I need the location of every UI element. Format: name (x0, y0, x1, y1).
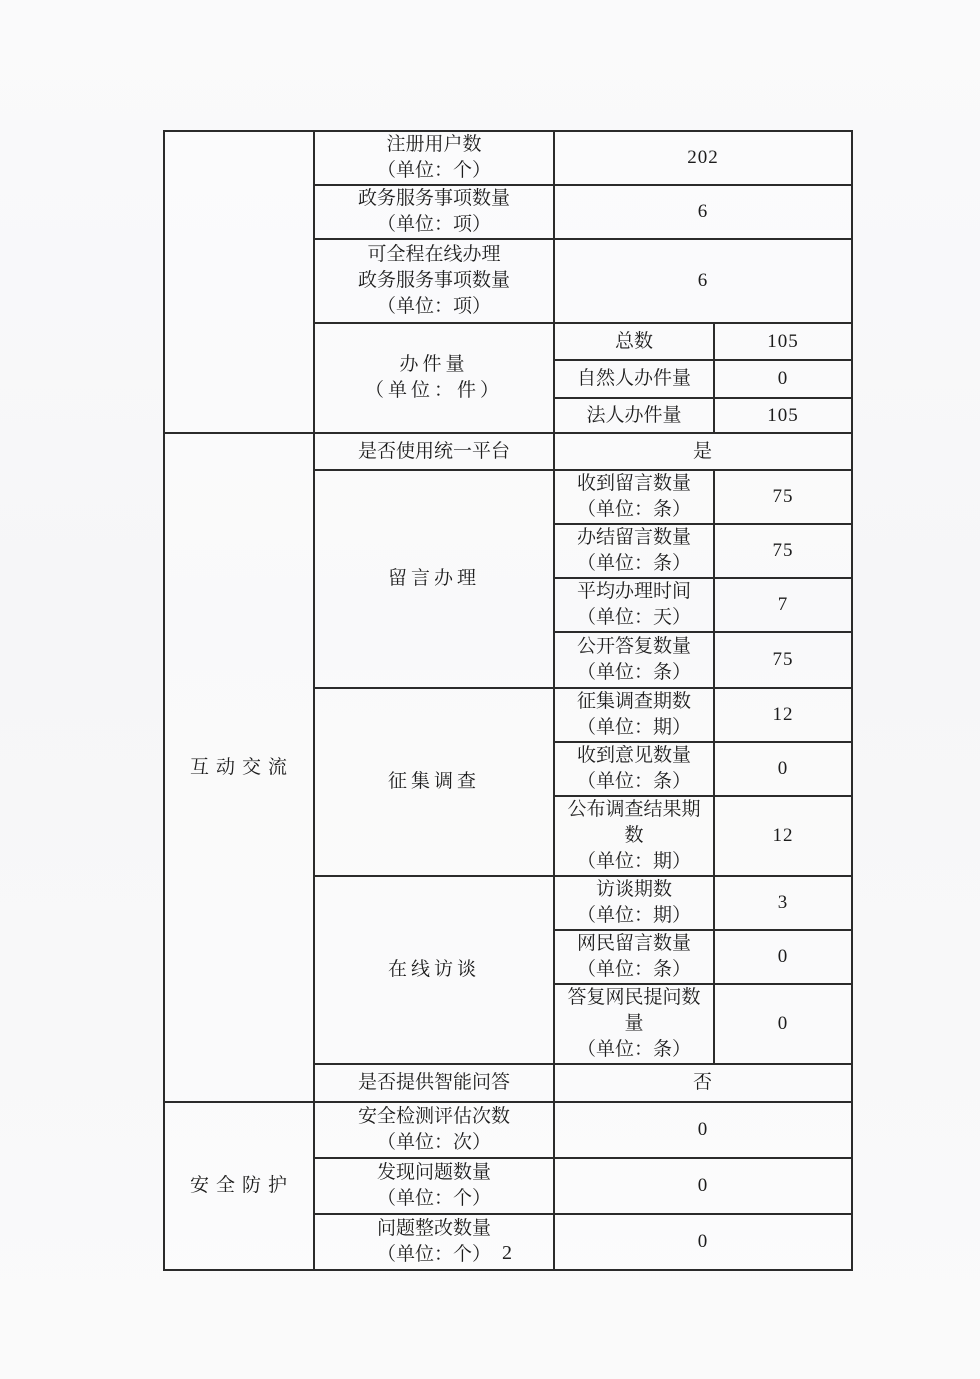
submetric-value-public-replies: 75 (714, 632, 852, 688)
submetric-value-messages-received: 75 (714, 470, 852, 524)
submetric-label-messages-completed (554, 524, 714, 578)
metric-label-line: 政务服务事项数量 (357, 188, 510, 209)
metric-label-unified-platform: 是否使用统一平台 (314, 433, 554, 470)
metric-label-smart-qa: 是否提供智能问答 (314, 1064, 554, 1102)
metric-unit-line: （单位：个） (376, 1244, 491, 1265)
metric-value-smart-qa: 否 (554, 1064, 852, 1102)
metric-label-line: 收到意见数量 (576, 745, 691, 766)
submetric-label-natural-person: 自然人办件量 (554, 360, 714, 398)
submetric-value-total: 105 (714, 323, 852, 360)
group-label-line: 办件量 (399, 354, 469, 375)
metric-value-problems-found: 0 (554, 1158, 852, 1214)
metric-unit-line: （单位：个） (376, 160, 491, 181)
submetric-label-messages-received (554, 470, 714, 524)
submetric-value-results-published: 12 (714, 796, 852, 876)
metric-unit-line: （单位：条） (576, 662, 691, 683)
submetric-value-netizen-messages: 0 (714, 930, 852, 984)
metric-label-line: 问题整改数量 (376, 1218, 491, 1239)
table-row (164, 433, 852, 470)
metric-value-security-assessments: 0 (554, 1102, 852, 1158)
submetric-label-legal-person: 法人办件量 (554, 398, 714, 433)
metric-label-line: 政务服务事项数量 (357, 270, 510, 291)
metric-label-line: 可全程在线办理 (367, 244, 501, 265)
metric-label-line: 公开答复数量 (576, 636, 691, 657)
submetric-label-questions-answered (554, 984, 714, 1064)
submetric-value-messages-completed: 75 (714, 524, 852, 578)
page-number: 2 (502, 1242, 512, 1264)
metric-value-unified-platform: 是 (554, 433, 852, 470)
metric-unit-line: （单位：项） (376, 296, 491, 317)
metric-label-line: 办结留言数量 (576, 527, 691, 548)
metric-label-line: 收到留言数量 (576, 473, 691, 494)
submetric-value-natural-person: 0 (714, 360, 852, 398)
metric-unit-line: （单位：期） (576, 851, 691, 872)
metric-label-service-items (314, 185, 554, 239)
group-case-volume (314, 323, 554, 433)
submetric-value-opinions-received: 0 (714, 742, 852, 796)
submetric-label-average-handling-time (554, 578, 714, 632)
metric-unit-line: （单位：次） (376, 1132, 491, 1153)
table-row (164, 1102, 852, 1158)
metric-label-online-items (314, 239, 554, 323)
metric-label-line: 安全检测评估次数 (357, 1106, 510, 1127)
group-interview: 在线访谈 (314, 876, 554, 1064)
submetric-label-results-published (554, 796, 714, 876)
metric-label-line: 注册用户数 (386, 134, 482, 155)
metric-unit-line: （单位：条） (576, 1039, 691, 1060)
metric-unit-line: （单位：项） (376, 214, 491, 235)
metric-value-registered-users: 202 (554, 131, 852, 185)
metric-label-registered-users (314, 131, 554, 185)
metric-unit-line: （单位：条） (576, 499, 691, 520)
submetric-value-legal-person: 105 (714, 398, 852, 433)
metric-value-service-items: 6 (554, 185, 852, 239)
statistics-table (163, 130, 853, 1271)
metric-label-line: 征集调查期数 (576, 691, 691, 712)
category-cell-empty (164, 131, 314, 433)
table-row (164, 131, 852, 185)
group-unit-line: （单位：件） (364, 380, 503, 401)
metric-label-security-assessments (314, 1102, 554, 1158)
metric-unit-line: （单位：天） (576, 607, 691, 628)
submetric-label-total: 总数 (554, 323, 714, 360)
metric-label-line: 答复网民提问数量 (567, 987, 701, 1034)
group-message-handling: 留言办理 (314, 470, 554, 688)
submetric-label-interview-periods (554, 876, 714, 930)
metric-label-line: 平均办理时间 (576, 581, 691, 602)
submetric-label-netizen-messages (554, 930, 714, 984)
category-label: 安全防护 (189, 1175, 294, 1196)
metric-label-line: 访谈期数 (595, 879, 672, 900)
submetric-value-questions-answered: 0 (714, 984, 852, 1064)
metric-unit-line: （单位：条） (576, 553, 691, 574)
submetric-value-survey-periods: 12 (714, 688, 852, 742)
metric-unit-line: （单位：个） (376, 1188, 491, 1209)
metric-unit-line: （单位：期） (576, 905, 691, 926)
category-label: 互动交流 (189, 756, 294, 778)
submetric-value-average-handling-time: 7 (714, 578, 852, 632)
submetric-value-interview-periods: 3 (714, 876, 852, 930)
metric-value-online-items: 6 (554, 239, 852, 323)
category-cell-interaction (164, 433, 314, 1102)
metric-label-line: 公布调查结果期数 (567, 799, 701, 846)
submetric-label-opinions-received (554, 742, 714, 796)
metric-label-line: 发现问题数量 (376, 1162, 491, 1183)
submetric-label-public-replies (554, 632, 714, 688)
metric-unit-line: （单位：期） (576, 717, 691, 738)
metric-unit-line: （单位：条） (576, 959, 691, 980)
group-survey: 征集调查 (314, 688, 554, 876)
metric-label-problems-found (314, 1158, 554, 1214)
metric-value-problems-rectified: 0 (554, 1214, 852, 1270)
metric-label-line: 网民留言数量 (576, 933, 691, 954)
metric-unit-line: （单位：条） (576, 771, 691, 792)
submetric-label-survey-periods (554, 688, 714, 742)
